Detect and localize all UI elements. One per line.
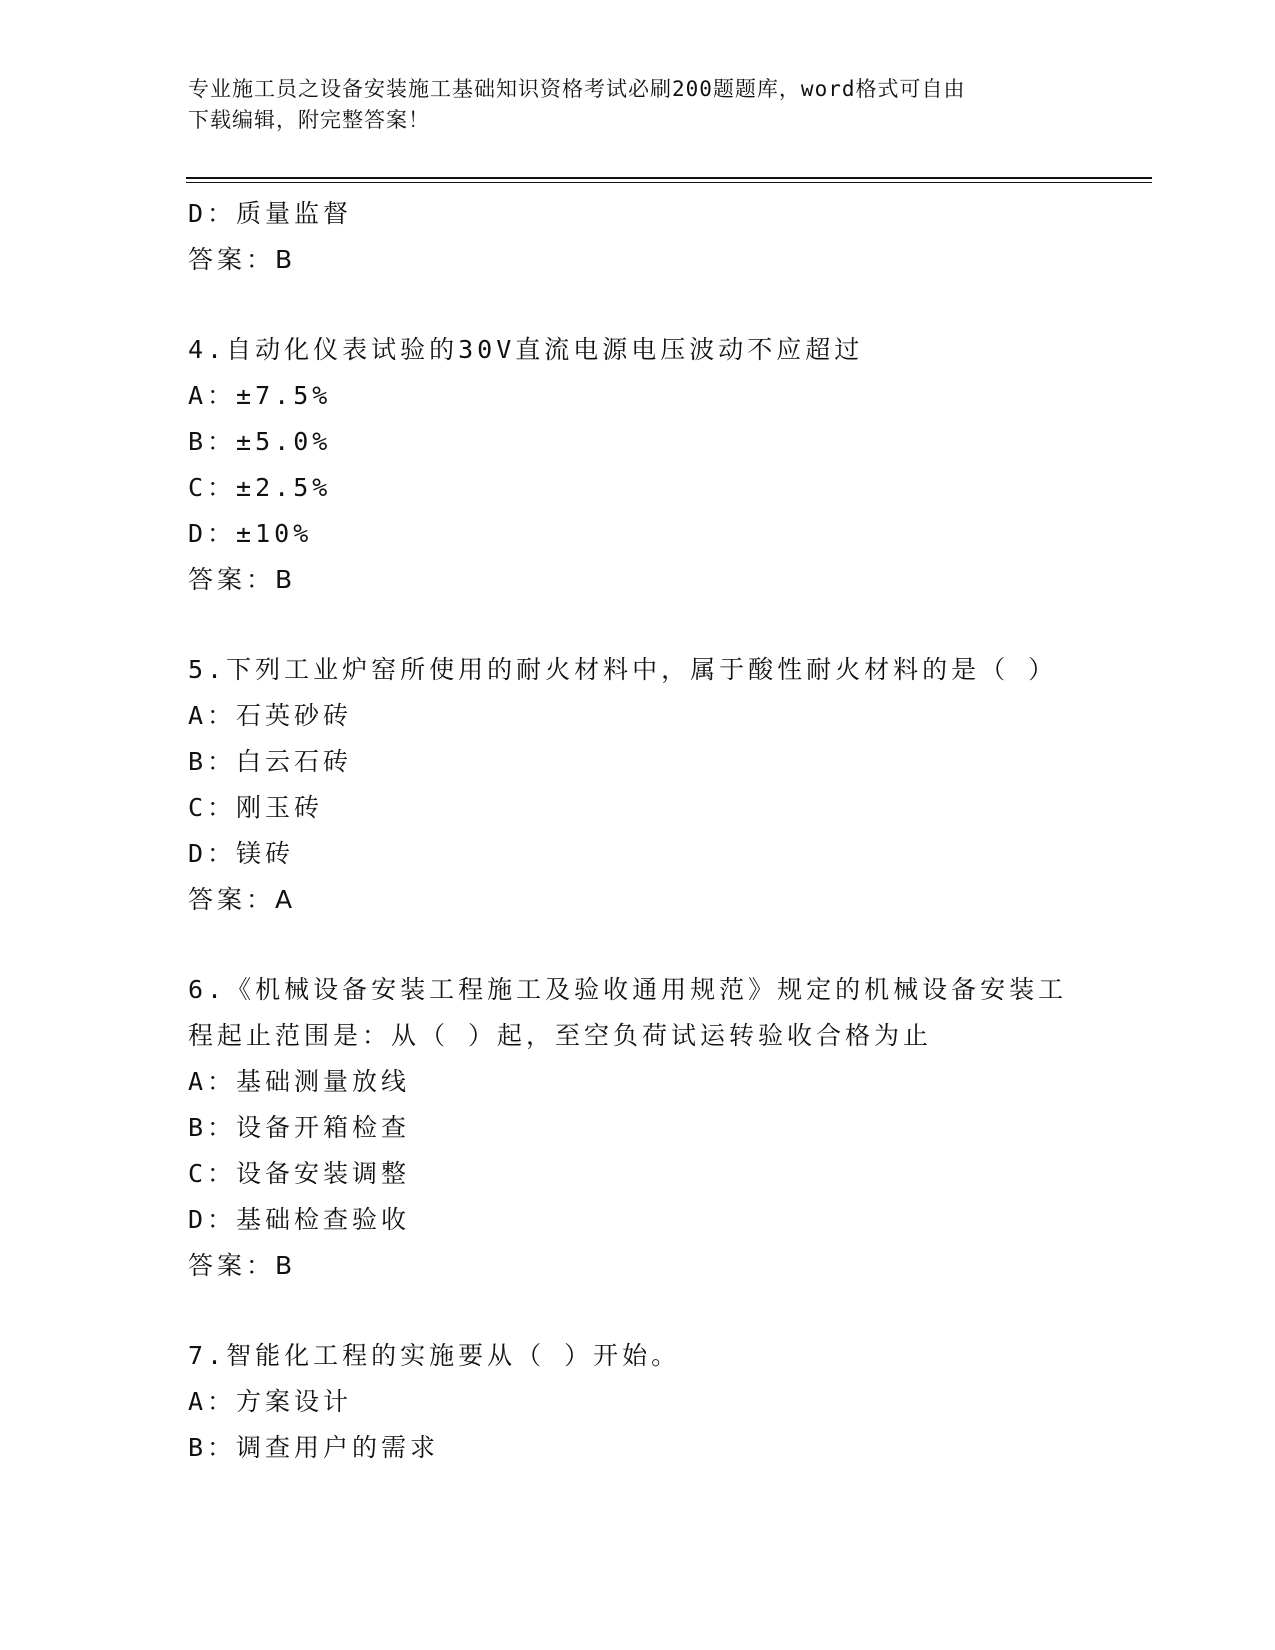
option-c: C：设备安装调整 xyxy=(188,1159,411,1188)
question-stem: 5.下列工业炉窑所使用的耐火材料中，属于酸性耐火材料的是（ ） xyxy=(188,655,1058,684)
question-stem-line-1: 6.《机械设备安装工程施工及验收通用规范》规定的机械设备安装工 xyxy=(188,975,1068,1004)
option-d: D：±10% xyxy=(188,519,313,548)
question-7 xyxy=(188,1333,1088,1471)
answer: 答案：A xyxy=(188,885,297,914)
document-header xyxy=(188,74,1068,136)
option-a: A：基础测量放线 xyxy=(188,1067,411,1096)
header-rule-thick xyxy=(186,177,1152,179)
answer: 答案：B xyxy=(188,245,297,274)
option-a: A：方案设计 xyxy=(188,1387,353,1416)
question-stem: 7.智能化工程的实施要从（ ）开始。 xyxy=(188,1341,681,1370)
option-d: D：镁砖 xyxy=(188,839,295,868)
question-5 xyxy=(188,647,1088,923)
question-3-tail xyxy=(188,191,1088,283)
header-line-2: 下载编辑，附完整答案！ xyxy=(188,108,430,132)
option-c: C：±2.5% xyxy=(188,473,332,502)
option-d: D：质量监督 xyxy=(188,199,353,228)
option-d: D：基础检查验收 xyxy=(188,1205,411,1234)
answer: 答案：B xyxy=(188,565,297,594)
header-line-1: 专业施工员之设备安装施工基础知识资格考试必刷200题题库，word格式可自由 xyxy=(188,77,966,101)
question-6 xyxy=(188,967,1088,1289)
question-stem: 4.自动化仪表试验的30V直流电源电压波动不应超过 xyxy=(188,335,864,364)
header-rule-thin xyxy=(186,182,1152,183)
option-b: B：白云石砖 xyxy=(188,747,353,776)
option-a: A：±7.5% xyxy=(188,381,332,410)
answer: 答案：B xyxy=(188,1251,297,1280)
option-b: B：调查用户的需求 xyxy=(188,1433,440,1462)
question-4 xyxy=(188,327,1088,603)
option-b: B：设备开箱检查 xyxy=(188,1113,411,1142)
option-a: A：石英砂砖 xyxy=(188,701,353,730)
question-stem-line-2: 程起止范围是：从（ ）起，至空负荷试运转验收合格为止 xyxy=(188,1021,933,1050)
option-c: C：刚玉砖 xyxy=(188,793,324,822)
option-b: B：±5.0% xyxy=(188,427,332,456)
question-list xyxy=(188,191,1088,1471)
